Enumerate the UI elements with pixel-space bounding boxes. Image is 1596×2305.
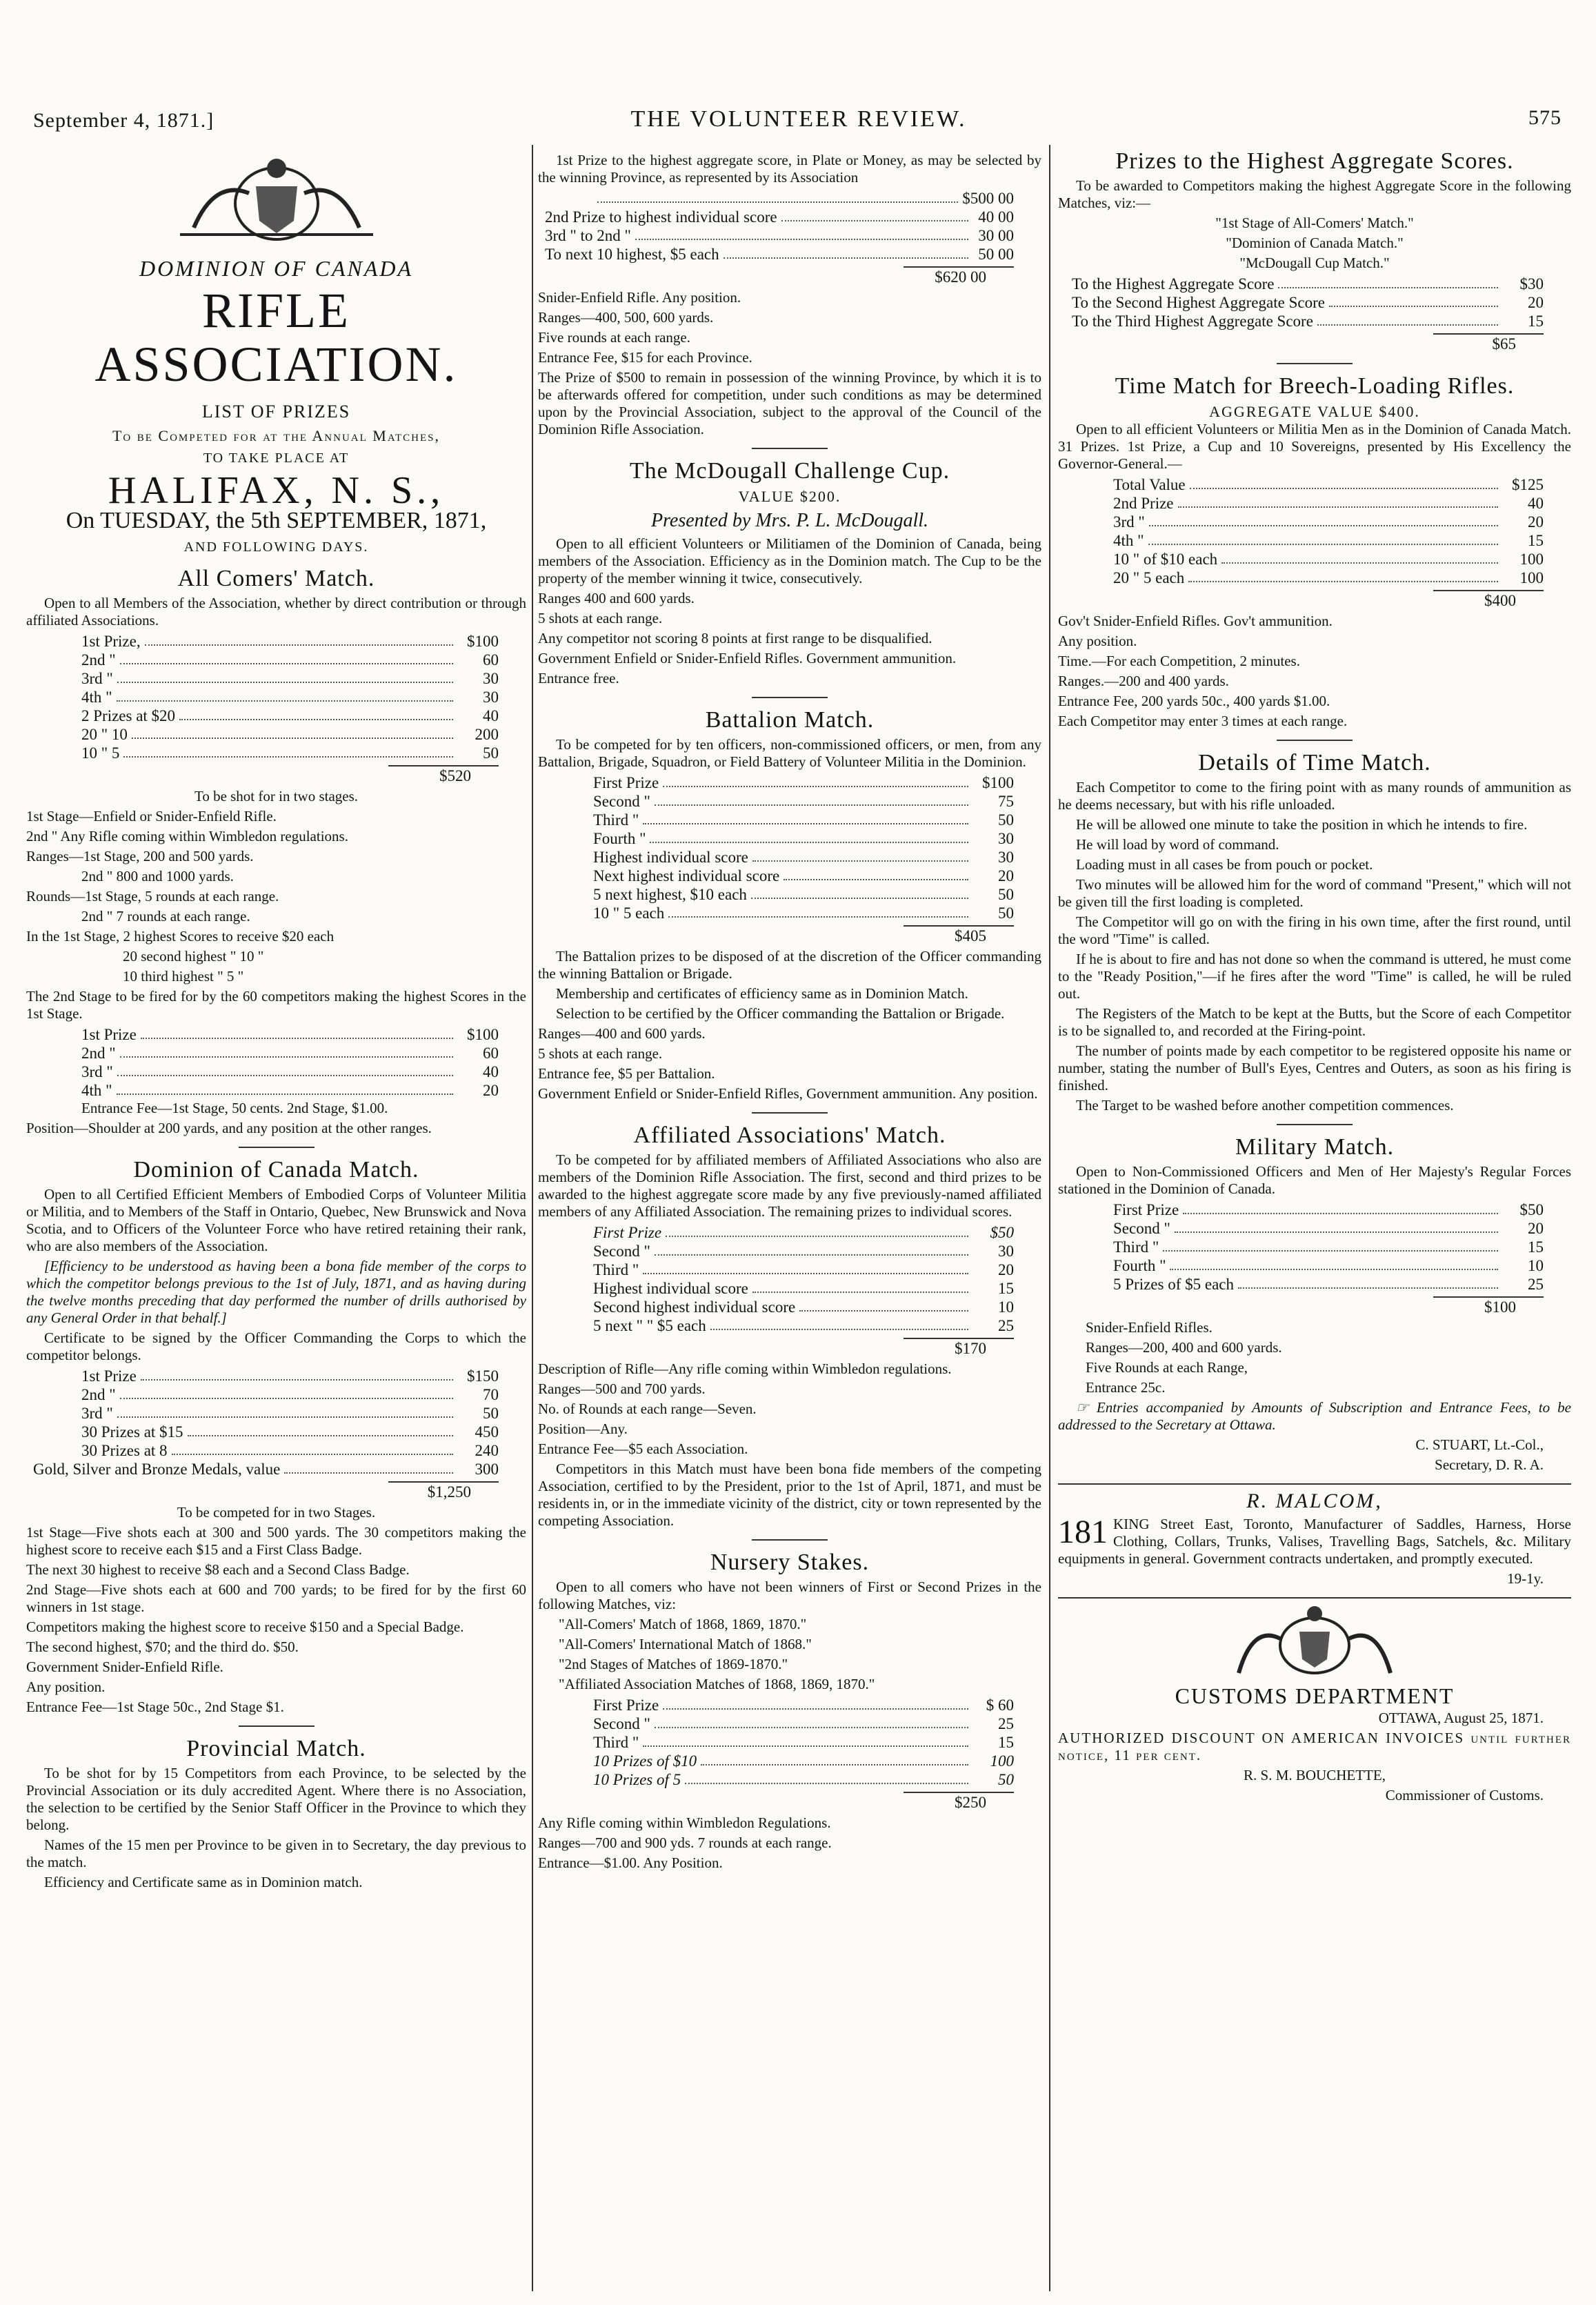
section-rule xyxy=(1058,1597,1571,1599)
column-2 xyxy=(538,152,1041,2277)
rule-line: Entrance Fee, 200 yards 50c., 400 yards $1.00. xyxy=(1058,693,1330,709)
rule-line: 1st Stage—Five shots each at 300 and 500 yards. The 30 competitors making the highest score to receive each $15 and a First Class Badge. xyxy=(26,1524,526,1558)
prize-total: $400 xyxy=(1433,590,1544,610)
prize-row: Next highest individual score 20 xyxy=(593,867,1014,884)
rule-line: Entrance free. xyxy=(538,670,619,686)
battalion-intro: To be competed for by ten officers, non-commissioned officers, or men, from any Battalion, Brigade, Squadron, or Field Battery of Volunteer Militia in the Dominion. xyxy=(538,736,1041,770)
rule-line: Entrance Fee—$5 each Association. xyxy=(538,1441,748,1457)
details-paragraph: Each Competitor to come to the firing point with as many rounds of ammunition as he deems necessary, but with his rifle unloaded. xyxy=(1058,779,1571,813)
rule-line: The Prize of $500 to remain in possession of the winning Province, by which it is to be afterwards offered for competition, under such conditions as may be determined upon by the Provincial Association, subject to the approval of the Council of the Dominion Rifle Association. xyxy=(538,369,1041,437)
prize-row: 30 Prizes at 8 240 xyxy=(81,1442,499,1459)
provincial-prize-intro: 1st Prize to the highest aggregate score, in Plate or Money, as may be selected by the winning Province, as represented by its Association xyxy=(538,152,1041,186)
prize-row: Second " 25 xyxy=(593,1715,1014,1732)
list-of-prizes: LIST OF PRIZES xyxy=(201,402,351,422)
advertisement-body: KING Street East, Toronto, Manufacturer of Saddles, Harness, Horse Clothing, Collars, Trunks, Valises, Travelling Bags, Satchels, &c. Military equipments in general. Government contracts undertaken, and promptly executed. xyxy=(1058,1516,1571,1567)
signature-title: Secretary, D. R. A. xyxy=(1435,1456,1544,1473)
event-date: On TUESDAY, the 5th SEPTEMBER, 1871, xyxy=(66,508,487,533)
prize-row: 20 " 10 200 xyxy=(81,726,499,743)
rule-line: Any position. xyxy=(1058,633,1137,649)
provincial-names: Names of the 15 men per Province to be given in to Secretary, the day previous to the match. xyxy=(26,1837,526,1870)
rule-line: 10 third highest " 5 " xyxy=(123,968,244,985)
prize-row: 10 " 5 each 50 xyxy=(593,904,1014,922)
position-rule: Position—Shoulder at 200 yards, and any position at the other ranges. xyxy=(26,1120,432,1136)
section-rule xyxy=(752,1539,828,1541)
column-divider xyxy=(532,145,533,2291)
customs-notice: AUTHORIZED DISCOUNT ON AMERICAN INVOICES until further notice, 11 per cent. xyxy=(1058,1730,1571,1763)
prize-row: To the Highest Aggregate Score $30 xyxy=(1072,275,1544,293)
affiliated-heading: Affiliated Associations' Match. xyxy=(633,1122,946,1148)
prize-row: 3rd " 30 xyxy=(81,670,499,687)
prize-row: 2nd " 60 xyxy=(81,1045,499,1062)
efficiency-note: [Efficiency to be understood as having been a bona fide member of the corps to which the competitor belongs previous to the 1st of July, 1871, and as having during the twelve months preceding that day performed the number of drills authorised by any General Order in that behalf.] xyxy=(26,1258,526,1326)
customs-heading: CUSTOMS DEPARTMENT xyxy=(1175,1683,1455,1708)
prize-row: 1st Prize, $100 xyxy=(81,633,499,650)
prize-row: First Prize $50 xyxy=(1113,1201,1544,1218)
all-comers-heading: All Comers' Match. xyxy=(177,566,375,591)
rule-line: Membership and certificates of efficiency same as in Dominion Match. xyxy=(556,985,968,1002)
mcdougall-text: Open to all efficient Volunteers or Militiamen of the Dominion of Canada, being members of the Association. Efficiency as in the Dominion match. The Cup to be the property of the member winning it twice, consecutively. xyxy=(538,535,1041,586)
aggregate-heading: Prizes to the Highest Aggregate Scores. xyxy=(1115,152,1514,174)
prize-row: First Prize $ 60 xyxy=(593,1696,1014,1714)
take-place-line: TO TAKE PLACE AT xyxy=(203,451,350,466)
prize-total: $405 xyxy=(904,925,1014,945)
advertiser-name: R. MALCOM, xyxy=(1246,1490,1383,1512)
rule-line: Entrance Fee, $15 for each Province. xyxy=(538,349,752,366)
dominion-heading: DOMINION OF CANADA xyxy=(139,256,414,281)
rule-line: To be shot for in two stages. xyxy=(194,788,359,804)
nursery-match: "2nd Stages of Matches of 1869-1870." xyxy=(559,1656,788,1672)
all-comers-stage2-prizes xyxy=(26,1025,526,1100)
time-match-intro: Open to all efficient Volunteers or Militia Men as in the Dominion of Canada Match. 31 Prizes. 1st Prize, a Cup and 10 Sovereigns, presented by His Excellency the Governor-General.— xyxy=(1058,421,1571,472)
prize-total: $65 xyxy=(1433,333,1544,353)
rule-line: 1st Stage—Enfield or Snider-Enfield Rifle. xyxy=(26,808,277,824)
details-heading: Details of Time Match. xyxy=(1198,750,1431,775)
rule-line: Competitors making the highest score to receive $150 and a Special Badge. xyxy=(26,1619,464,1635)
prize-row: 10 Prizes of $10 100 xyxy=(593,1752,1014,1770)
page-number: 575 xyxy=(1528,106,1562,129)
rule-line: Snider-Enfield Rifle. Any position. xyxy=(538,289,741,306)
prize-row: Second " 20 xyxy=(1113,1220,1544,1237)
military-intro: Open to Non-Commissioned Officers and Men of Her Majesty's Regular Forces stationed in the Dominion of Canada. xyxy=(1058,1163,1571,1197)
entrance-fee: Entrance Fee—1st Stage, 50 cents. 2nd Stage, $1.00. xyxy=(81,1100,388,1116)
customs-title: Commissioner of Customs. xyxy=(1385,1787,1544,1803)
all-comers-prizes xyxy=(26,632,526,762)
entries-note: ☞ Entries accompanied by Amounts of Subscription and Entrance Fees, to be addressed to the Secretary at Ottawa. xyxy=(1058,1399,1571,1433)
prize-row: 2nd Prize 40 xyxy=(1113,495,1544,512)
rule-line: Snider-Enfield Rifles. xyxy=(1086,1319,1213,1336)
rule-line: To be competed for in two Stages. xyxy=(177,1504,376,1521)
certificate-rule: Certificate to be signed by the Officer Commanding the Corps to which the competitor belongs. xyxy=(26,1329,526,1363)
provincial-heading: Provincial Match. xyxy=(186,1736,366,1761)
prize-row: Third " 20 xyxy=(593,1261,1014,1278)
prize-row: 1st Prize $150 xyxy=(81,1367,499,1385)
column-divider xyxy=(1049,145,1050,2291)
prize-row: Second highest individual score 10 xyxy=(593,1298,1014,1316)
prize-row: 10 Prizes of 5 50 xyxy=(593,1771,1014,1788)
nursery-intro: Open to all comers who have not been winners of First or Second Prizes in the following Matches, viz: xyxy=(538,1579,1041,1612)
place-heading: HALIFAX, N. S., xyxy=(108,469,445,512)
prize-row: Gold, Silver and Bronze Medals, value 300 xyxy=(33,1461,499,1478)
prize-total: $620 00 xyxy=(904,266,1014,286)
prize-row: 5 next highest, $10 each 50 xyxy=(593,886,1014,903)
prize-row: 3rd " 20 xyxy=(1113,513,1544,531)
section-rule xyxy=(239,1147,315,1148)
rule-line: 5 shots at each range. xyxy=(538,1045,663,1062)
prize-row: First Prize $50 xyxy=(593,1224,1014,1241)
details-paragraph: He will load by word of command. xyxy=(1076,836,1279,853)
affiliated-prizes xyxy=(538,1223,1041,1335)
prize-row: Third " 50 xyxy=(593,811,1014,829)
column-1 xyxy=(26,152,526,2277)
street-number: 181 xyxy=(1058,1514,1108,1550)
rule-line: The second highest, $70; and the third do. $50. xyxy=(26,1639,299,1655)
association-title: RIFLE ASSOCIATION. xyxy=(94,283,458,392)
prize-row: 30 Prizes at $15 450 xyxy=(81,1423,499,1441)
section-rule xyxy=(1058,1483,1571,1485)
prize-row: To the Third Highest Aggregate Score 15 xyxy=(1072,313,1544,330)
military-heading: Military Match. xyxy=(1235,1134,1395,1160)
rule-line: Each Competitor may enter 3 times at each range. xyxy=(1058,713,1348,729)
rule-line: Five rounds at each range. xyxy=(538,329,691,346)
section-rule xyxy=(1277,363,1353,364)
prize-total: $170 xyxy=(904,1338,1014,1358)
signature-name: C. STUART, Lt.-Col., xyxy=(1415,1436,1544,1453)
time-match-heading: Time Match for Breech-Loading Rifles. xyxy=(1115,373,1515,399)
coat-of-arms-emblem xyxy=(152,152,401,248)
rule-line: The 2nd Stage to be fired for by the 60 competitors making the highest Scores in the 1st Stage. xyxy=(26,988,526,1022)
newspaper-page xyxy=(26,0,1571,2305)
affiliated-intro: To be competed for by affiliated members of Affiliated Associations who also are members of the Dominion Rifle Association. The first, second and third prizes to be awarded to the highest aggregate score made by any five previously-named affiliated members of any Affiliated Association. The remaining prizes to individual scores. xyxy=(538,1151,1041,1220)
prize-row: 3rd " to 2nd " 30 00 xyxy=(545,227,1014,244)
details-paragraph: Two minutes will be allowed him for the word of command "Present," which will not be given till the first loading is completed. xyxy=(1058,876,1571,910)
rule-line: Selection to be certified by the Officer commanding the Battalion or Brigade. xyxy=(556,1005,1005,1022)
rule-line: Ranges.—200 and 400 yards. xyxy=(1058,673,1229,689)
mcdougall-heading: The McDougall Challenge Cup. xyxy=(629,458,950,484)
competed-line: To be Competed for at the Annual Matches, xyxy=(112,427,441,444)
rule-line: Government Snider-Enfield Rifle. xyxy=(26,1659,223,1675)
rule-line: No. of Rounds at each range—Seven. xyxy=(538,1401,757,1417)
prize-row: First Prize $100 xyxy=(593,774,1014,791)
prize-row: 2 Prizes at $20 40 xyxy=(81,707,499,724)
section-rule xyxy=(752,697,828,698)
rule-line: Government Enfield or Snider-Enfield Rifles. Government ammunition. xyxy=(538,650,957,666)
advertisement-ref: 19-1y. xyxy=(1507,1570,1544,1587)
rule-line: 5 shots at each range. xyxy=(538,610,663,626)
prize-row: Third " 15 xyxy=(1113,1238,1544,1256)
prize-row: Total Value $125 xyxy=(1113,476,1544,493)
details-paragraph: The Competitor will go on with the firing in his own time, after the first round, until the word "Time" is called. xyxy=(1058,913,1571,947)
prize-row: $500 00 xyxy=(538,189,1041,208)
rule-line: Any position. xyxy=(26,1679,106,1695)
rule-line: The next 30 highest to receive $8 each and a Second Class Badge. xyxy=(26,1561,410,1578)
nursery-match: "Affiliated Association Matches of 1868, 1869, 1870." xyxy=(559,1676,875,1692)
rule-line: Description of Rifle—Any rifle coming within Wimbledon regulations. xyxy=(538,1361,952,1377)
aggregate-match: "Dominion of Canada Match." xyxy=(1226,235,1404,251)
prize-total: $520 xyxy=(388,765,499,785)
prize-row: To next 10 highest, $5 each 50 00 xyxy=(545,246,1014,263)
all-comers-intro: Open to all Members of the Association, whether by direct contribution or through affiliated Associations. xyxy=(26,595,526,629)
prize-row: Fourth " 30 xyxy=(593,830,1014,847)
prize-row: 3rd " 50 xyxy=(81,1405,499,1422)
rule-line: Entrance—$1.00. Any Position. xyxy=(538,1854,723,1871)
prize-row: Second " 75 xyxy=(593,793,1014,810)
prize-row: Third " 15 xyxy=(593,1734,1014,1751)
rule-line: The Battalion prizes to be disposed of at the discretion of the Officer commanding the winning Battalion or Brigade. xyxy=(538,948,1041,982)
rule-line: In the 1st Stage, 2 highest Scores to receive $20 each xyxy=(26,928,335,944)
prize-row: 4th " 15 xyxy=(1113,532,1544,549)
prize-row: 2nd " 70 xyxy=(81,1386,499,1403)
section-rule xyxy=(239,1725,315,1727)
rule-line: Time.—For each Competition, 2 minutes. xyxy=(1058,653,1300,669)
rule-line: Any Rifle coming within Wimbledon Regulations. xyxy=(538,1814,831,1831)
mcdougall-value: VALUE $200. xyxy=(738,488,841,505)
prize-row: 2nd Prize to highest individual score 40 00 xyxy=(545,208,1014,226)
header-title: THE VOLUNTEER REVIEW. xyxy=(630,106,967,132)
rule-line: Ranges—1st Stage, 200 and 500 yards. xyxy=(26,848,254,864)
mcdougall-presented: Presented by Mrs. P. L. McDougall. xyxy=(650,510,929,531)
rule-line: Gov't Snider-Enfield Rifles. Gov't ammunition. xyxy=(1058,613,1333,629)
rule-line: Entrance fee, $5 per Battalion. xyxy=(538,1065,715,1082)
rule-line: 2nd " Any Rifle coming within Wimbledon regulations. xyxy=(26,828,348,844)
prize-row: Highest individual score 30 xyxy=(593,849,1014,866)
aggregate-intro: To be awarded to Competitors making the highest Aggregate Score in the following Matches, viz:— xyxy=(1058,177,1571,211)
nursery-prizes xyxy=(538,1696,1041,1789)
prize-row: 1st Prize $100 xyxy=(81,1026,499,1043)
rule-line: Ranges—200, 400 and 600 yards. xyxy=(1086,1339,1282,1356)
prize-row: Fourth " 10 xyxy=(1113,1257,1544,1274)
section-rule xyxy=(1277,1124,1353,1125)
details-paragraph: Loading must in all cases be from pouch or pocket. xyxy=(1076,856,1373,873)
prize-row: Second " 30 xyxy=(593,1243,1014,1260)
customs-date: OTTAWA, August 25, 1871. xyxy=(1378,1710,1544,1726)
dominion-match-prizes xyxy=(26,1367,526,1478)
royal-arms-emblem xyxy=(1190,1604,1439,1680)
nursery-heading: Nursery Stakes. xyxy=(710,1550,870,1575)
section-rule xyxy=(752,1112,828,1114)
nursery-match: "All-Comers' Match of 1868, 1869, 1870." xyxy=(559,1616,807,1632)
rule-line: Entrance Fee—1st Stage 50c., 2nd Stage $1. xyxy=(26,1699,284,1715)
prize-row: 5 next " " $5 each 25 xyxy=(593,1317,1014,1334)
customs-signature: R. S. M. BOUCHETTE, xyxy=(1244,1767,1386,1783)
rule-line: Entrance 25c. xyxy=(1086,1379,1166,1396)
prize-row: Highest individual score 15 xyxy=(593,1280,1014,1297)
battalion-heading: Battalion Match. xyxy=(705,707,875,733)
rule-line: 20 second highest " 10 " xyxy=(123,948,264,964)
details-paragraph: The Target to be washed before another competition commences. xyxy=(1076,1097,1454,1114)
provincial-text: To be shot for by 15 Competitors from each Province, to be selected by the Provincial Association or its duly accredited Agent. Where there is no Association, the selection to be certified by the Senior Staff Officer in the Province to which they belong. xyxy=(26,1765,526,1833)
nursery-match: "All-Comers' International Match of 1868." xyxy=(559,1636,812,1652)
prize-row: 4th " 20 xyxy=(81,1082,499,1099)
rule-line: Ranges—400, 500, 600 yards. xyxy=(538,309,714,326)
prize-row: 10 " of $10 each 100 xyxy=(1113,551,1544,568)
rule-line: Competitors in this Match must have been bona fide members of the competing Association, certified to by the President, prior to the 1st of April, 1871, and must be residents in, or in the immediate vicinity of the district, city or town represented by the competing Association. xyxy=(538,1461,1041,1529)
military-prizes xyxy=(1058,1200,1571,1294)
rule-line: 2nd " 800 and 1000 yards. xyxy=(81,868,234,884)
advertisement-text xyxy=(1058,1516,1571,1567)
prize-total: $1,250 xyxy=(388,1481,499,1501)
rule-line: Rounds—1st Stage, 5 rounds at each range. xyxy=(26,888,279,904)
prize-row: 2nd " 60 xyxy=(81,651,499,669)
dominion-match-heading: Dominion of Canada Match. xyxy=(133,1157,419,1183)
section-rule xyxy=(1277,740,1353,741)
aggregate-match: "McDougall Cup Match." xyxy=(1239,255,1390,271)
rule-line: Ranges 400 and 600 yards. xyxy=(538,590,695,606)
prize-row: 20 " 5 each 100 xyxy=(1113,569,1544,586)
details-paragraph: The number of points made by each competitor to be registered opposite his name or number, stating the number of Bull's Eyes, Centres and Outers, as soon as his firing is finished. xyxy=(1058,1042,1571,1094)
battalion-prizes xyxy=(538,773,1041,922)
details-paragraph: He will be allowed one minute to take the position in which he intends to fire. xyxy=(1076,816,1528,833)
time-match-value: AGGREGATE VALUE $400. xyxy=(1209,403,1420,420)
details-paragraph: If he is about to fire and has not done so when the command is uttered, he must come to the "Ready Position,"—if he fires after the word "Time" is called, he will be ruled out. xyxy=(1058,951,1571,1002)
aggregate-prizes xyxy=(1058,275,1571,330)
details-paragraph: The Registers of the Match to be kept at the Butts, but the Score of each Competitor is to be signalled to, and recorded at the Firing-point. xyxy=(1058,1005,1571,1039)
prize-total: $250 xyxy=(904,1792,1014,1812)
rule-line: Ranges—500 and 700 yards. xyxy=(538,1381,706,1397)
prize-row: 4th " 30 xyxy=(81,689,499,706)
prize-row: To the Second Highest Aggregate Score 20 xyxy=(1072,294,1544,311)
provincial-efficiency: Efficiency and Certificate same as in Dominion match. xyxy=(44,1874,363,1890)
prize-row: 5 Prizes of $5 each 25 xyxy=(1113,1276,1544,1293)
rule-line: Any competitor not scoring 8 points at first range to be disqualified. xyxy=(538,630,932,646)
dominion-match-intro: Open to all Certified Efficient Members of Embodied Corps of Volunteer Militia or Militia, and to Members of the Staff in Ontario, Quebec, New Brunswick and Nova Scotia, and to Officers of the Volunteer Force who have retired retaining their rank, who are also members of the Association. xyxy=(26,1186,526,1254)
rule-line: Government Enfield or Snider-Enfield Rifles, Government ammunition. Any position. xyxy=(538,1085,1038,1102)
prize-row: 3rd " 40 xyxy=(81,1063,499,1080)
rule-line: Ranges—400 and 600 yards. xyxy=(538,1025,706,1042)
column-3 xyxy=(1058,152,1571,2277)
prize-total: $100 xyxy=(1433,1296,1544,1316)
rule-line: Five Rounds at each Range, xyxy=(1086,1359,1248,1376)
rule-line: Ranges—700 and 900 yds. 7 rounds at each range. xyxy=(538,1834,832,1851)
time-match-prizes xyxy=(1058,475,1571,587)
aggregate-match: "1st Stage of All-Comers' Match." xyxy=(1215,215,1414,231)
following-days: AND FOLLOWING DAYS. xyxy=(183,540,369,555)
rule-line: 2nd " 7 rounds at each range. xyxy=(81,908,250,924)
provincial-prizes xyxy=(538,189,1041,264)
prize-row: 10 " 5 50 xyxy=(81,744,499,762)
header-date: September 4, 1871.] xyxy=(33,109,215,132)
page-header xyxy=(26,103,1571,145)
rule-line: Position—Any. xyxy=(538,1421,628,1437)
section-rule xyxy=(752,448,828,449)
rule-line: 2nd Stage—Five shots each at 600 and 700 yards; to be fired for by the first 60 winners in 1st stage. xyxy=(26,1581,526,1615)
